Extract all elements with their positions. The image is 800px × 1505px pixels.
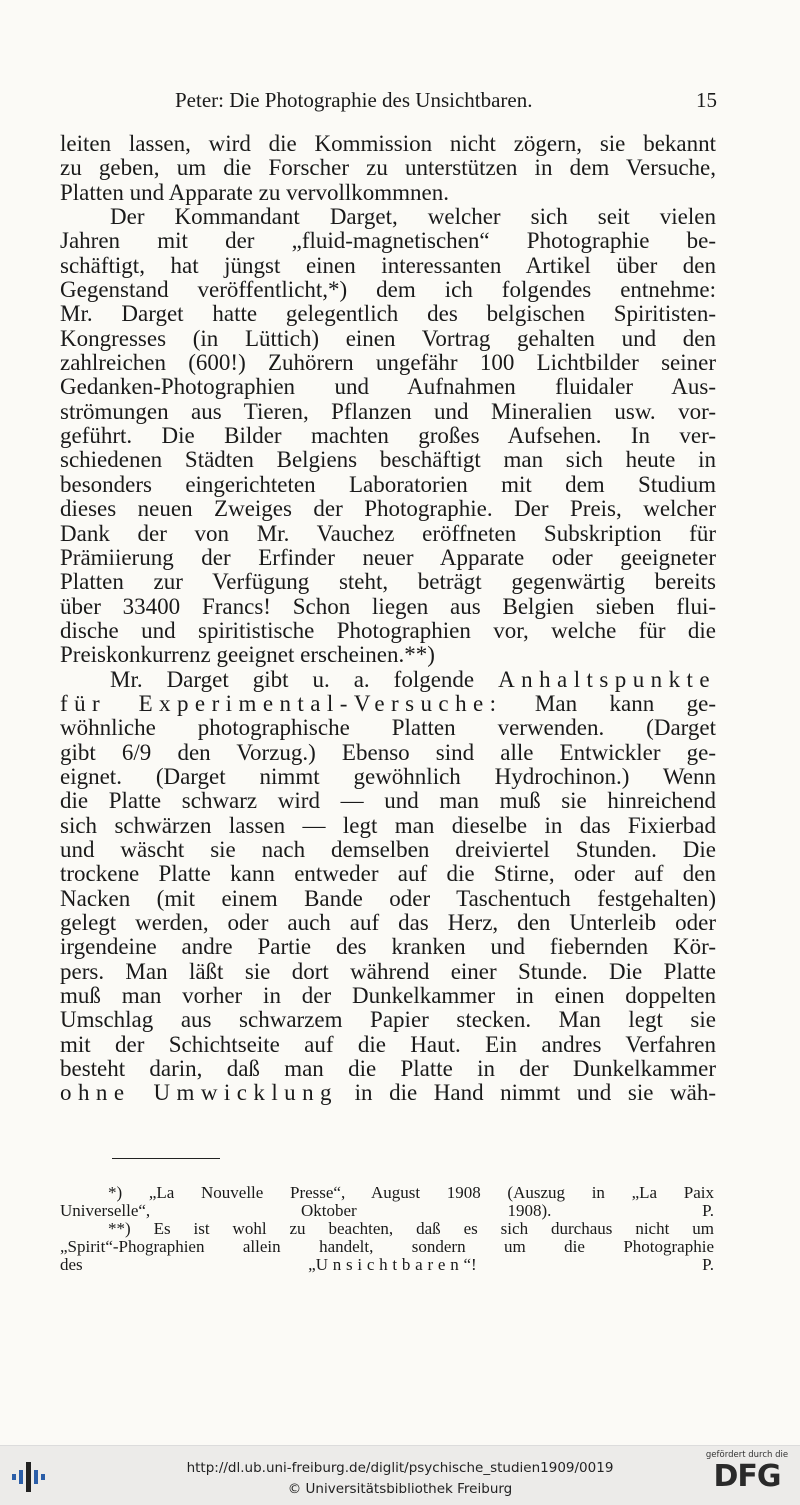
text-line: zu geben, um die Forscher zu unterstützen in dem Versuche, bbox=[60, 155, 716, 181]
viewer-footer bbox=[0, 1445, 800, 1505]
footnote-line: *) „La Nouvelle Presse“, August 1908 (Auszug in „La Paix bbox=[108, 1183, 714, 1202]
text-line bbox=[60, 668, 716, 692]
text-line: Gegenstand veröffentlicht,*) dem ich folgendes entnehme: bbox=[60, 277, 716, 303]
text-line: Umschlag aus schwarzem Papier stecken. Man legt sie bbox=[60, 1007, 716, 1033]
page-header bbox=[60, 88, 717, 118]
footnote-line: „Spirit“-Phographien allein handelt, sondern um die Photographie bbox=[60, 1237, 714, 1256]
text-line bbox=[60, 1081, 716, 1105]
dfg-logo-icon: DFG bbox=[713, 1459, 781, 1494]
footnote-signature: P. bbox=[702, 1201, 714, 1220]
text-line: sich schwärzen lassen — legt man dieselbe in das Fixierbad bbox=[60, 812, 716, 838]
sponsor-caption: gefördert durch die bbox=[705, 1450, 789, 1460]
text-line: dieses neuen Zweiges der Photographie. Der Preis, welcher bbox=[60, 496, 716, 522]
text-line: Mr. Darget hatte gelegentlich des belgischen Spiritisten- bbox=[60, 301, 716, 327]
text-fragment: für bbox=[60, 690, 107, 716]
text-line: Prämiierung der Erfinder neuer Apparate oder geeigneter bbox=[60, 544, 716, 570]
running-title: Peter: Die Photographie des Unsichtbaren. bbox=[175, 88, 533, 112]
text-line: muß man vorher in der Dunkelkammer in einen doppelten bbox=[60, 983, 716, 1009]
text-line: trockene Platte kann entweder auf die Stirne, oder auf den bbox=[60, 861, 716, 887]
copyright-notice: © Universitätsbibliothek Freiburg bbox=[287, 1481, 513, 1497]
text-fragment: des „ bbox=[60, 1255, 316, 1274]
text-line: zahlreichen (600!) Zuhörern ungefähr 100 Lichtbilder seiner bbox=[60, 350, 716, 376]
text-line: gibt 6/9 den Vorzug.) Ebenso sind alle Entwickler ge- bbox=[60, 739, 716, 765]
text-line: eignet. (Darget nimmt gewöhnlich Hydrochinon.) Wenn bbox=[60, 763, 716, 789]
text-line bbox=[60, 692, 716, 716]
text-line: gelegt werden, oder auch auf das Herz, den Unterleib oder bbox=[60, 910, 716, 935]
footnote-signature: P. bbox=[702, 1255, 714, 1274]
spaced-phrase: ohne Umwicklung bbox=[60, 1080, 338, 1106]
text-line: leiten lassen, wird die Kommission nicht zögern, sie bekannt bbox=[60, 131, 716, 156]
text-fragment: in die Hand nimmt und sie wäh- bbox=[354, 1080, 716, 1106]
text-line: Platten zur Verfügung steht, beträgt gegenwärtig bereits bbox=[60, 569, 716, 595]
text-line: schiedenen Städten Belgiens beschäftigt man sich heute in bbox=[60, 447, 716, 473]
dfg-logo bbox=[702, 1450, 792, 1502]
text-line: Nacken (mit einem Bande oder Taschentuch festgehalten) bbox=[60, 885, 716, 911]
text-line: und wäscht sie nach demselben dreiviertel Stunden. Die bbox=[60, 836, 716, 862]
footnotes bbox=[60, 1184, 714, 1274]
text-fragment: “! bbox=[463, 1255, 477, 1274]
library-logo-icon bbox=[12, 1456, 52, 1498]
footnote-line bbox=[60, 1256, 714, 1274]
text-fragment: Universelle“, Oktober 1908). bbox=[60, 1201, 552, 1220]
text-line: pers. Man läßt sie dort während einer Stunde. Die Platte bbox=[60, 958, 716, 984]
text-line: Preiskonkurrenz geeignet erscheinen.**) bbox=[60, 642, 435, 668]
text-line: über 33400 Francs! Schon liegen aus Belgien sieben flui- bbox=[60, 593, 716, 619]
spaced-phrase: Anhaltspunkte bbox=[498, 666, 716, 692]
spaced-phrase: Unsichtbaren bbox=[315, 1255, 464, 1274]
text-line: Gedanken-Photographien und Aufnahmen fluidaler Aus- bbox=[60, 374, 716, 400]
text-line: Jahren mit der „fluid-magnetischen“ Photographie be- bbox=[60, 228, 716, 254]
text-line: wöhnliche photographische Platten verwenden. (Darget bbox=[60, 715, 716, 741]
text-line: Platten und Apparate zu vervollkommnen. bbox=[60, 179, 449, 205]
text-line: dische und spiritistische Photographien vor, welche für die bbox=[60, 617, 716, 643]
text-line: irgendeine andre Partie des kranken und fiebernden Kör- bbox=[60, 934, 716, 960]
text-line: schäftigt, hat jüngst einen interessanten Artikel über den bbox=[60, 252, 716, 278]
body-text bbox=[60, 132, 716, 1106]
footnote-line: **) Es ist wohl zu beachten, daß es sich durchaus nicht um bbox=[108, 1219, 714, 1238]
text-line: Kongresses (in Lüttich) einen Vortrag gehalten und den bbox=[60, 325, 716, 351]
permalink-url[interactable]: http://dl.ub.uni-freiburg.de/diglit/psychische_studien1909/0019 bbox=[186, 1460, 614, 1476]
text-line: besteht darin, daß man die Platte in der Dunkelkammer bbox=[60, 1056, 716, 1082]
text-line: die Platte schwarz wird — und man muß sie hinreichend bbox=[60, 788, 716, 814]
footnote-rule bbox=[112, 1158, 220, 1159]
text-line: Dank der von Mr. Vauchez eröffneten Subskription für bbox=[60, 520, 716, 546]
text-line: strömungen aus Tieren, Pflanzen und Mineralien usw. vor- bbox=[60, 398, 716, 424]
text-line: geführt. Die Bilder machten großes Aufsehen. In ver- bbox=[60, 423, 716, 449]
text-fragment: Man kann ge- bbox=[534, 690, 716, 716]
spaced-phrase: Experimental-Versuche: bbox=[138, 690, 503, 716]
text-fragment: Mr. Darget gibt u. a. folgende bbox=[110, 666, 475, 692]
text-line: mit der Schichtseite auf die Haut. Ein andres Verfahren bbox=[60, 1031, 716, 1057]
page-number: 15 bbox=[696, 88, 717, 112]
footnote-line bbox=[60, 1202, 714, 1220]
text-line: Der Kommandant Darget, welcher sich seit vielen bbox=[110, 204, 716, 230]
text-line: besonders eingerichteten Laboratorien mit dem Studium bbox=[60, 471, 716, 497]
